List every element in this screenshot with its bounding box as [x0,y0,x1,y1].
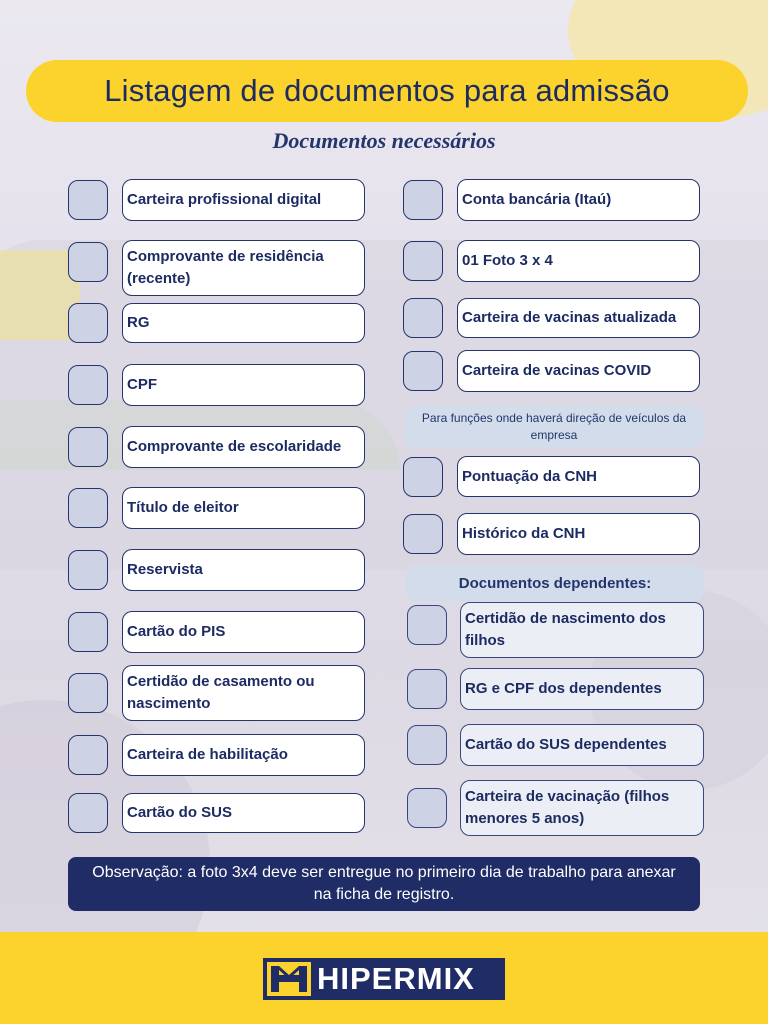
checklist-item: Cartão do SUS dependentes [460,724,704,766]
checkbox[interactable] [68,488,108,528]
checkbox[interactable] [407,725,447,765]
checkbox[interactable] [407,788,447,828]
checkbox[interactable] [403,298,443,338]
checkbox[interactable] [403,457,443,497]
checklist-item: Certidão de casamento ou nascimento [122,665,365,721]
checklist-item: 01 Foto 3 x 4 [457,240,700,282]
checklist-item: Carteira de vacinas COVID [457,350,700,392]
dependents-heading: Documentos dependentes: [406,565,704,601]
checklist-item: Histórico da CNH [457,513,700,555]
checklist-item: Comprovante de residência (recente) [122,240,365,296]
checklist-item: Certidão de nascimento dos filhos [460,602,704,658]
section-subtitle: Documentos necessários [272,128,496,153]
checkbox[interactable] [407,669,447,709]
page-title: Listagem de documentos para admissão [104,73,670,108]
checklist-item: Cartão do SUS [122,793,365,833]
checklist-item: Comprovante de escolaridade [122,426,365,468]
checklist-item: CPF [122,364,365,406]
checkbox[interactable] [68,673,108,713]
checklist-item: RG e CPF dos dependentes [460,668,704,710]
checkbox[interactable] [68,550,108,590]
checkbox[interactable] [68,427,108,467]
checkbox[interactable] [403,180,443,220]
checklist-item: Pontuação da CNH [457,456,700,497]
checkbox[interactable] [403,514,443,554]
title-banner [26,60,748,122]
checklist-item: Reservista [122,549,365,591]
checkbox[interactable] [403,351,443,391]
checklist-item: RG [122,303,365,343]
checklist-item: Carteira de habilitação [122,734,365,776]
checkbox[interactable] [68,242,108,282]
checkbox[interactable] [68,180,108,220]
hm-logo-icon [263,958,315,1000]
checklist-item: Carteira profissional digital [122,179,365,221]
checkbox[interactable] [68,612,108,652]
checklist-item: Carteira de vacinação (filhos menores 5 anos) [460,780,704,836]
checkbox[interactable] [407,605,447,645]
checklist-item: Conta bancária (Itaú) [457,179,700,221]
observation-note: Observação: a foto 3x4 deve ser entregue no primeiro dia de trabalho para anexar na ficha de registro. [68,857,700,911]
checkbox[interactable] [68,303,108,343]
brand-name: HIPERMIX [317,961,475,996]
checkbox[interactable] [68,793,108,833]
checkbox[interactable] [68,365,108,405]
checkbox[interactable] [403,241,443,281]
checkbox[interactable] [68,735,108,775]
checklist-item: Cartão do PIS [122,611,365,653]
checklist-item: Carteira de vacinas atualizada [457,298,700,338]
brand-logo [263,958,505,1000]
cnh-note: Para funções onde haverá direção de veículos da empresa [404,406,704,448]
checklist-item: Título de eleitor [122,487,365,529]
